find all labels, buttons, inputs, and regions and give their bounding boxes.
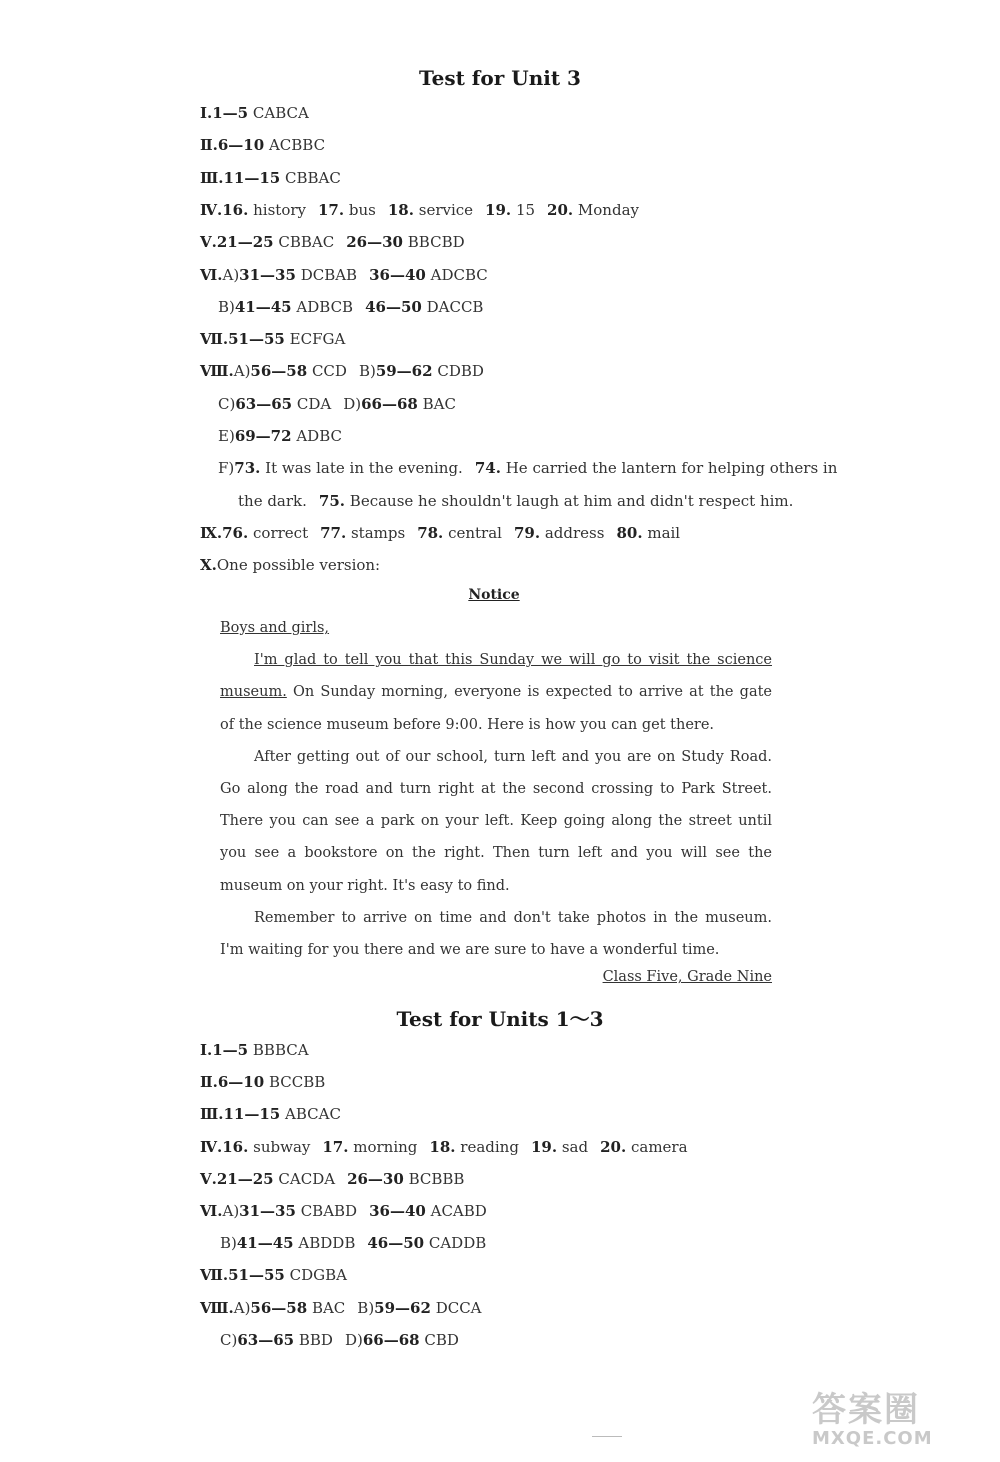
question-range: 21—25 <box>216 233 274 252</box>
question-range: 41—45 <box>236 1234 294 1253</box>
answer-value: DACCB <box>426 297 484 316</box>
answer-line <box>200 1202 487 1220</box>
question-range: 17. <box>322 1137 349 1156</box>
subsection-label: B) <box>220 1234 237 1253</box>
question-range: 59—62 <box>374 1298 431 1317</box>
section-numeral: Ⅳ. <box>200 200 223 219</box>
answer-line <box>200 169 341 187</box>
notice-paragraph-1-rest: On Sunday morning, everyone is expected to arrive at the gate of the science museum before 9:00. Here is how you can get there. <box>220 684 773 733</box>
answer-line <box>200 330 345 348</box>
question-range: 26—30 <box>347 1169 404 1188</box>
answer-value: BCBBB <box>408 1169 465 1188</box>
section-numeral: Ⅱ. <box>200 136 218 155</box>
subsection-label: A) <box>222 1202 240 1220</box>
question-range: 19. <box>485 200 512 219</box>
answer-line <box>218 427 342 445</box>
section-numeral: Ⅷ. <box>200 1298 234 1317</box>
answer-value: history <box>253 200 306 219</box>
answer-value: sad <box>561 1137 589 1156</box>
question-range: 16. <box>222 1137 249 1156</box>
subsection-label: E) <box>218 427 235 445</box>
question-range: 77. <box>320 523 347 542</box>
answer-value: ADBC <box>296 427 342 445</box>
section-numeral: Ⅶ. <box>200 330 229 349</box>
answer-value: BAC <box>311 1298 346 1317</box>
answer-value: ABDDB <box>298 1234 356 1253</box>
answer-value: service <box>418 200 474 219</box>
subsection-label: C) <box>218 394 236 413</box>
stray-mark <box>592 1436 622 1437</box>
section-numeral: Ⅹ. <box>200 556 217 575</box>
answer-line <box>200 1041 309 1059</box>
section-numeral: Ⅰ. <box>200 104 213 122</box>
answer-line <box>218 298 483 316</box>
question-range: 66—68 <box>361 394 418 413</box>
answer-value: DCBAB <box>300 265 358 284</box>
answer-line <box>200 1138 688 1156</box>
answer-value: CACDA <box>278 1169 336 1188</box>
question-range: 56—58 <box>250 1298 308 1317</box>
answer-value: 15 <box>515 200 536 219</box>
answer-value: Monday <box>577 200 639 219</box>
watermark-logo <box>812 1392 992 1454</box>
question-range: 6—10 <box>217 136 265 155</box>
section-numeral: Ⅸ. <box>200 523 223 542</box>
subsection-label: D) <box>343 394 362 413</box>
answer-value: ADBCB <box>296 297 354 316</box>
answer-value: CADDB <box>428 1234 487 1253</box>
question-range: 18. <box>387 200 414 219</box>
question-range: 6—10 <box>217 1073 265 1092</box>
answer-value: He carried the lantern for helping others in <box>505 459 838 478</box>
subsection-label: D) <box>344 1330 363 1349</box>
question-range: 26—30 <box>346 233 403 252</box>
question-range: 21—25 <box>216 1169 274 1188</box>
section-numeral: Ⅱ. <box>200 1073 218 1092</box>
answer-value: morning <box>353 1137 418 1156</box>
question-range: 46—50 <box>367 1234 425 1253</box>
answer-value: DCCA <box>435 1298 482 1317</box>
answer-value: ACBBC <box>268 136 326 155</box>
question-range: 20. <box>600 1137 627 1156</box>
subsection-label: C) <box>220 1330 238 1349</box>
answer-value: central <box>448 523 502 542</box>
subsection-label: A) <box>233 362 251 381</box>
question-range: 19. <box>530 1137 558 1156</box>
answer-value: reading <box>460 1137 519 1156</box>
answer-line <box>200 1073 325 1091</box>
answer-value: CCD <box>311 362 347 381</box>
question-range: 31—35 <box>239 1202 296 1220</box>
answer-value: One possible version: <box>216 556 381 575</box>
answer-value: mail <box>647 523 681 542</box>
question-range: 20. <box>547 200 574 219</box>
question-range: 79. <box>513 523 541 542</box>
question-range: 78. <box>417 523 444 542</box>
answer-line <box>238 492 793 510</box>
question-range: 16. <box>222 200 249 219</box>
answer-value: BCCBB <box>268 1073 326 1092</box>
subsection-label: A) <box>222 265 240 284</box>
section-numeral: Ⅲ. <box>200 1105 224 1124</box>
question-range: 51—55 <box>228 330 285 349</box>
subsection-label: B) <box>358 362 376 381</box>
notice-signature: Class Five, Grade Nine <box>602 969 772 985</box>
question-range: 11—15 <box>223 1105 281 1124</box>
answer-value: correct <box>253 523 309 542</box>
question-range: 18. <box>429 1137 456 1156</box>
watermark-text: 答案圈 <box>812 1390 920 1430</box>
question-range: 63—65 <box>235 394 293 413</box>
answer-value: ABCAC <box>285 1105 341 1124</box>
answer-value: CBABD <box>300 1202 358 1220</box>
section-numeral: Ⅳ. <box>200 1137 223 1156</box>
question-range: 56—58 <box>250 362 308 381</box>
answer-value: CDGBA <box>289 1266 347 1285</box>
answer-line <box>200 1170 464 1188</box>
answer-value: subway <box>253 1137 311 1156</box>
answer-value: CDBD <box>437 362 484 381</box>
test-units1-3-title: Test for Units 1～3 <box>396 1007 604 1031</box>
test-unit3-title: Test for Unit 3 <box>419 66 581 90</box>
question-range: 74. <box>474 459 501 478</box>
answer-line <box>200 266 488 284</box>
question-range: 59—62 <box>375 362 433 381</box>
section-numeral: Ⅶ. <box>200 1266 229 1285</box>
answer-value: bus <box>348 200 376 219</box>
answer-line <box>200 201 639 219</box>
section-numeral: Ⅴ. <box>200 233 217 252</box>
answer-value: ECFGA <box>289 330 346 349</box>
question-range: 31—35 <box>239 265 296 284</box>
question-range: 69—72 <box>234 427 292 445</box>
watermark-url: MXQE.COM <box>812 1428 933 1449</box>
answer-value: BBCBD <box>407 233 465 252</box>
answer-line <box>200 362 484 380</box>
answer-value: CBD <box>424 1330 459 1349</box>
question-range: 17. <box>318 200 345 219</box>
question-range: 66—68 <box>362 1330 420 1349</box>
answer-value: Because he shouldn't laugh at him and didn't respect him. <box>349 491 794 510</box>
answer-value: ACABD <box>430 1202 487 1220</box>
question-range: 11—15 <box>223 168 281 187</box>
question-range: 1—5 <box>212 104 249 122</box>
notice-paragraph-3: Remember to arrive on time and don't take photos in the museum. I'm waiting for you there and we are sure to have a wonderful time. <box>220 909 772 959</box>
notice-greeting: Boys and girls, <box>220 620 330 636</box>
answer-value: the dark. <box>238 491 307 510</box>
answer-line <box>200 1105 341 1123</box>
answer-value: CBBAC <box>285 168 341 187</box>
subsection-label: B) <box>218 297 235 316</box>
answer-value: CABCA <box>252 104 309 122</box>
answer-value: BAC <box>422 394 456 413</box>
question-range: 51—55 <box>228 1266 285 1285</box>
answer-line <box>218 395 456 413</box>
answer-line <box>200 233 465 251</box>
section-numeral: Ⅰ. <box>200 1041 213 1059</box>
question-range: 76. <box>222 523 249 542</box>
question-range: 41—45 <box>234 297 292 316</box>
answer-value: BBD <box>298 1330 333 1349</box>
answer-line <box>200 136 325 154</box>
section-numeral: Ⅵ. <box>200 265 223 284</box>
answer-line <box>200 1266 347 1284</box>
answer-line <box>200 556 380 574</box>
question-range: 36—40 <box>369 265 426 284</box>
answer-value: camera <box>630 1137 688 1156</box>
answer-line <box>220 1331 459 1349</box>
question-range: 46—50 <box>365 297 422 316</box>
question-range: 36—40 <box>369 1202 426 1220</box>
subsection-label: A) <box>233 1298 251 1317</box>
section-numeral: Ⅴ. <box>200 1169 217 1188</box>
answer-value: It was late in the evening. <box>265 459 463 478</box>
answer-line <box>218 459 837 477</box>
answer-value: CDA <box>296 394 332 413</box>
answer-value: stamps <box>350 523 406 542</box>
answer-value: CBBAC <box>278 233 335 252</box>
answer-line <box>200 1299 482 1317</box>
question-range: 1—5 <box>212 1041 249 1059</box>
answer-value: BBBCA <box>252 1041 309 1059</box>
question-range: 73. <box>234 459 261 478</box>
question-range: 80. <box>616 523 643 542</box>
question-range: 75. <box>318 491 346 510</box>
section-numeral: Ⅲ. <box>200 168 224 187</box>
question-range: 63—65 <box>237 1330 295 1349</box>
notice-body <box>220 612 772 966</box>
notice-paragraph-2: After getting out of our school, turn left and you are on Study Road. Go along the road and turn right at the second crossing to Park Street. There you can see a park on your left. Keep going along the street until you see a bookstore on the right. Then turn left and you will see the museum on your right. It's easy to find. <box>220 748 772 894</box>
answer-value: ADCBC <box>430 265 488 284</box>
section-numeral: Ⅵ. <box>200 1202 223 1220</box>
answer-line <box>200 524 680 542</box>
subsection-label: B) <box>357 1298 375 1317</box>
section-numeral: Ⅷ. <box>200 362 234 381</box>
answer-line <box>200 104 309 122</box>
notice-paragraph-1-first: I'm glad to tell you that this Sunday we will go to visit the science museum. <box>220 652 772 701</box>
answer-line <box>220 1234 486 1252</box>
notice-title: Notice <box>468 587 520 603</box>
subsection-label: F) <box>218 459 235 478</box>
answer-value: address <box>544 523 605 542</box>
